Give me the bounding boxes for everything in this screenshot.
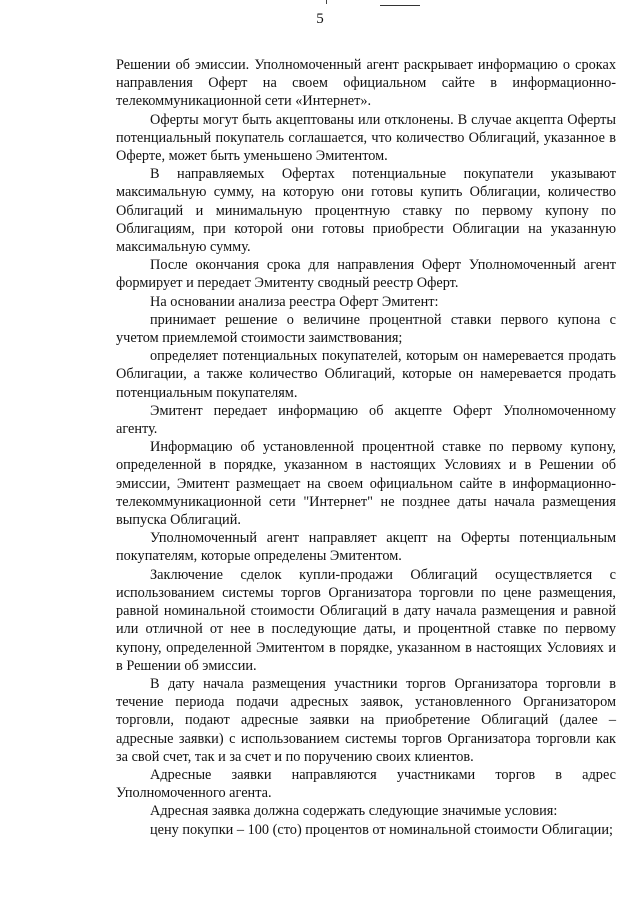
paragraph: Эмитент передает информацию об акцепте Оферт Уполномоченному агенту. bbox=[116, 402, 616, 438]
page-number: 5 bbox=[316, 11, 324, 27]
document-body bbox=[116, 56, 616, 839]
paragraph: На основании анализа реестра Оферт Эмитент: bbox=[150, 293, 439, 310]
paragraph: цену покупки – 100 (сто) процентов от номинальной стоимости Облигации; bbox=[150, 821, 613, 838]
paragraph: После окончания срока для направления Оферт Уполномоченный агент формирует и передает Эмитенту сводный реестр Оферт. bbox=[116, 257, 616, 292]
scan-rule bbox=[380, 5, 420, 6]
paragraph: Адресные заявки направляются участниками торгов в адрес Уполномоченного агента. bbox=[116, 766, 616, 802]
paragraph: Заключение сделок купли-продажи Облигаций осуществляется с использованием системы торгов Организатора торговли по цене размещения, равной номинальной стоимости Облигаций в дату начала размещения и равной или отличной от нее в последующие даты, и процентной ставке по первому купону, определенной Эмитентом в порядке, указанном в настоящих Условиях и в Решении об эмиссии. bbox=[116, 566, 616, 674]
paragraph: Адресная заявка должна содержать следующие значимые условия: bbox=[150, 803, 558, 820]
paragraph: Уполномоченный агент направляет акцепт на Оферты потенциальным покупателям, которые определены Эмитентом. bbox=[116, 530, 616, 565]
scan-mark bbox=[326, 0, 327, 4]
paragraph: определяет потенциальных покупателей, которым он намеревается продать Облигации, а также количество Облигаций, которые он намеревается продать потенциальным покупателям. bbox=[116, 348, 616, 401]
paragraph: В дату начала размещения участники торгов Организатора торговли в течение периода подачи адресных заявок, установленного Организатором торговли, подают адресные заявки на приобретение Облигаций (далее – адресные заявки) с использованием системы торгов Организатора торговли как за свой счет, так и за счет и по поручению своих клиентов. bbox=[116, 675, 616, 765]
paragraph: принимает решение о величине процентной ставки первого купона с учетом приемлемой стоимости заимствования; bbox=[116, 311, 616, 347]
paragraph: В направляемых Офертах потенциальные покупатели указывают максимальную сумму, на которую они готовы купить Облигации, количество Облигаций и минимальную процентную ставку по первому купону по Облигациям, при которой они готовы приобрести Облигации на указанную максимальную сумму. bbox=[116, 166, 616, 256]
paragraph-continuation: Решении об эмиссии. Уполномоченный агент раскрывает информацию о сроках направления Оферт на своем официальном сайте в информационно-телекоммуникационной сети «Интернет». bbox=[116, 57, 616, 110]
paragraph: Информацию об установленной процентной ставке по первому купону, определенной в порядке, указанном в настоящих Условиях и в Решении об эмиссии, Эмитент размещает на своем официальном сайте в информационно-телекоммуникационной сети "Интернет" не позднее даты начала размещения выпуска Облигаций. bbox=[116, 439, 616, 529]
paragraph: Оферты могут быть акцептованы или отклонены. В случае акцепта Оферты потенциальный покупатель соглашается, что количество Облигаций, указанное в Оферте, может быть уменьшено Эмитентом. bbox=[116, 111, 616, 165]
